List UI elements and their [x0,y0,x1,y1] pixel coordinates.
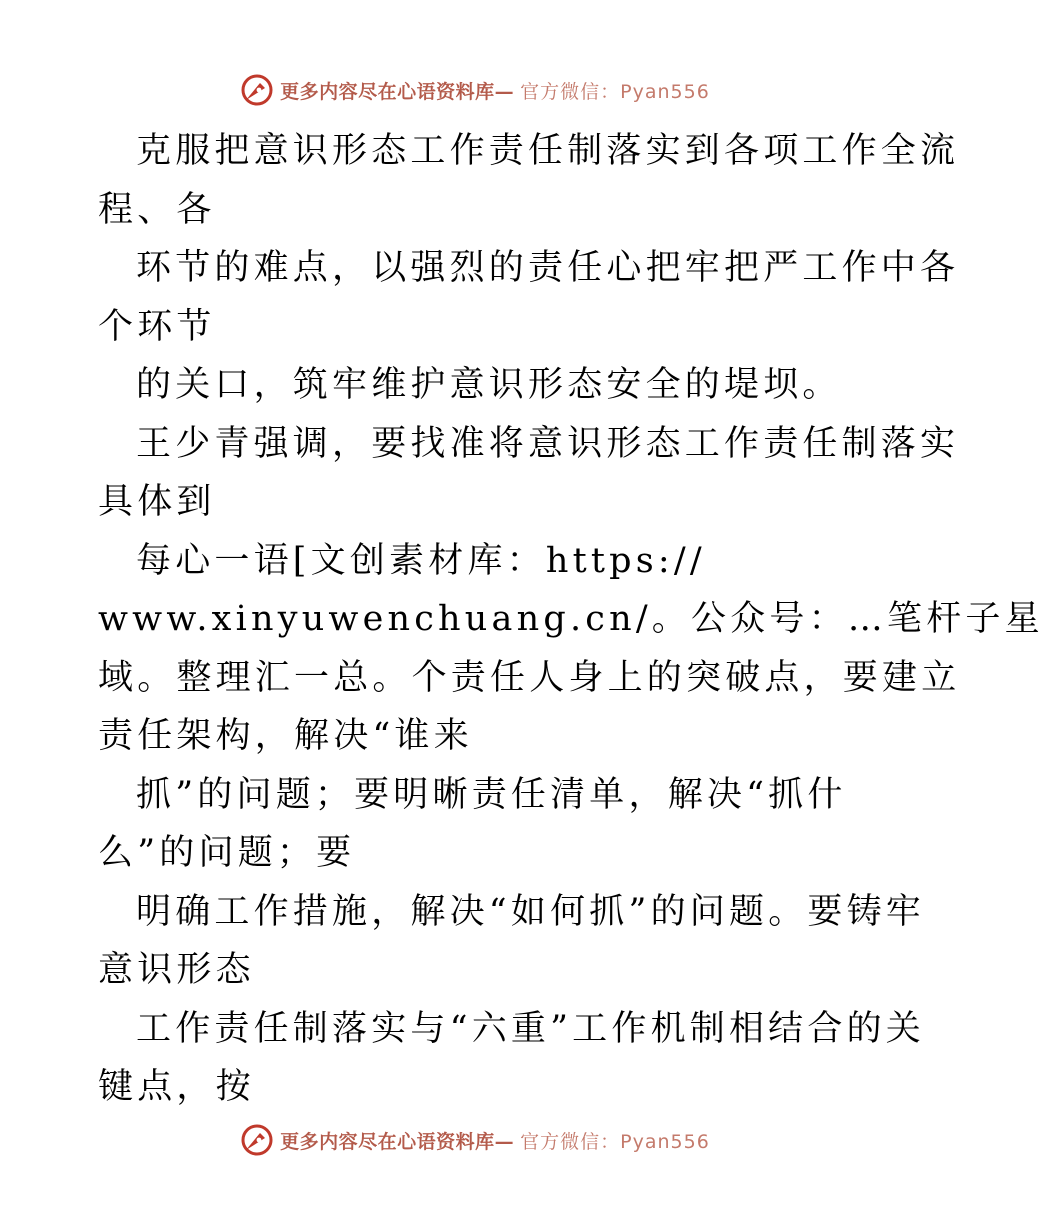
text-line: www.xinyuwenchuang.cn/。公众号：…笔杆子星 [98,599,1044,639]
footer-wechat-text: 官方微信：Pyan556 [520,1130,710,1153]
text-line: 么”的问题；要 [98,833,356,873]
footer-banner [0,1120,950,1160]
text-line: 每心一语[文创素材库：https:// [136,540,706,581]
text-line: 程、各 [98,189,216,230]
text-line: 的关口，筑牢维护意识形态安全的堤坝。 [136,365,842,405]
text-line: 抓”的问题；要明晰责任清单，解决“抓什 [136,774,847,815]
text-line: 工作责任制落实与“六重”工作机制相结合的关 [136,1008,925,1049]
pen-nib-logo-icon [240,73,274,107]
header-wechat-text: 官方微信：Pyan556 [520,80,710,103]
body-text [98,122,1044,1117]
text-line: 责任架构，解决“谁来 [98,716,473,756]
text-line: 环节的难点，以强烈的责任心把牢把严工作中各 [136,248,960,288]
text-line: 键点，按 [98,1067,255,1107]
text-line: 个环节 [98,306,216,347]
text-line: 意识形态 [98,950,255,990]
footer-brand-text: 更多内容尽在心语资料库— [280,1130,515,1153]
header-banner [0,70,950,110]
text-line: 明确工作措施，解决“如何抓”的问题。要铸牢 [136,891,925,932]
text-line: 王少青强调，要找准将意识形态工作责任制落实 [136,423,960,464]
pen-nib-logo-icon [240,1123,274,1157]
header-brand-text: 更多内容尽在心语资料库— [280,80,515,103]
text-line: 克服把意识形态工作责任制落实到各项工作全流 [136,131,960,171]
text-line: 域。整理汇一总。个责任人身上的突破点，要建立 [98,657,961,698]
text-line: 具体到 [98,482,216,522]
